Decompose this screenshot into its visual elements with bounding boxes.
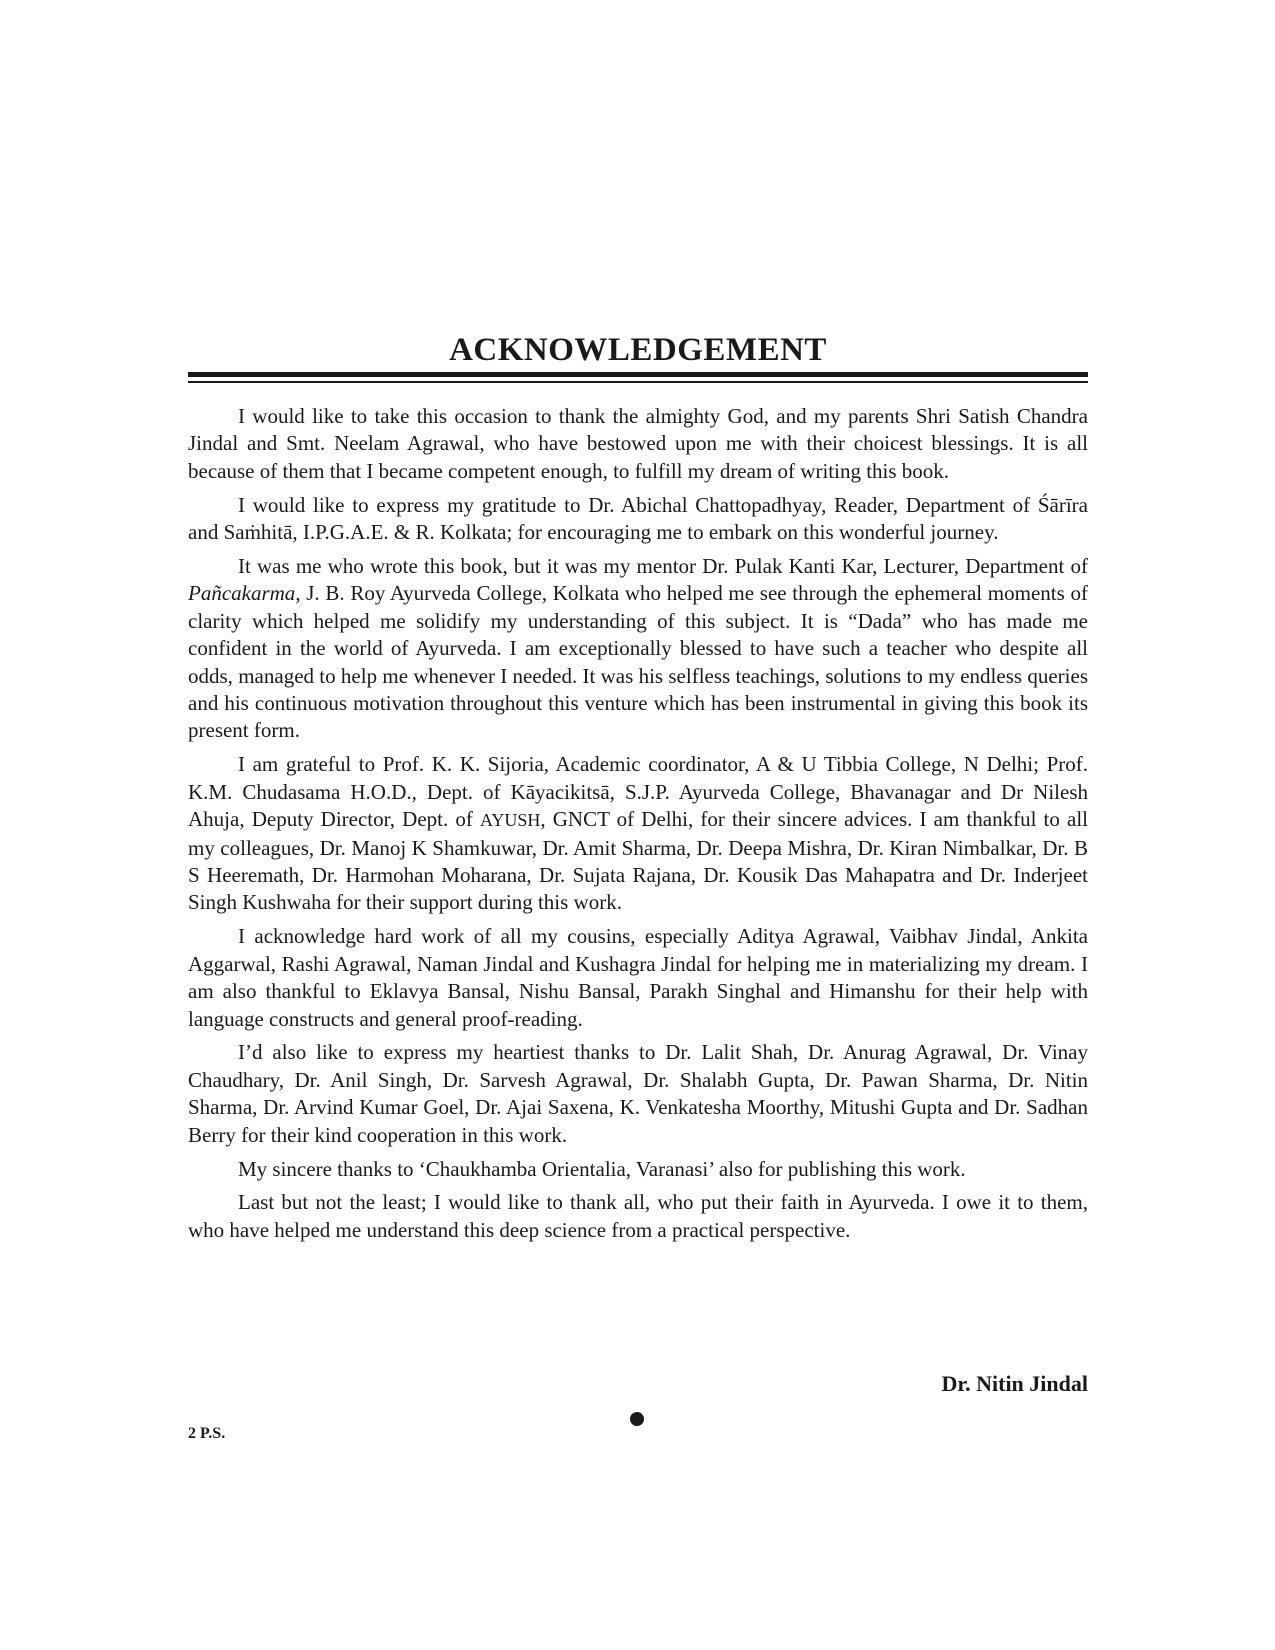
- paragraph-colleagues: [188, 751, 1088, 916]
- page-title: ACKNOWLEDGEMENT: [449, 332, 827, 368]
- paragraph-thanks: I’d also like to express my heartiest thanks to Dr. Lalit Shah, Dr. Anurag Agrawal, Dr. Vinay Chaudhary, Dr. Anil Singh, Dr. Sarvesh Agrawal, Dr. Shalabh Gupta, Dr. Pawan Sharma, Dr. Nitin Sharma, Dr. Arvind Kumar Goel, Dr. Ajai Saxena, K. Venkatesha Moorthy, Mitushi Gupta and Dr. Sadhan Berry for their kind cooperation in this work.: [188, 1040, 1088, 1147]
- footer-signature-code: 2 P.S.: [188, 1425, 226, 1442]
- paragraph-cousins: I acknowledge hard work of all my cousins, especially Aditya Agrawal, Vaibhav Jindal, Ankita Aggarwal, Rashi Agrawal, Naman Jindal and Kushagra Jindal for helping me in materializing my dream. I am also thankful to Eklavya Bansal, Nishu Bansal, Parakh Singhal and Himanshu for their help with language constructs and general proof-reading.: [188, 924, 1088, 1031]
- paragraph-colleagues-text-b: , GNCT of Delhi, for their sincere advices. I am thankful to all my colleagues, Dr. Manoj K Shamkuwar, Dr. Amit Sharma, Dr. Deepa Mishra, Dr. Kiran Nimbalkar, Dr. B S Heeremath, Dr. Harmohan Moharana, Dr. Sujata Rajana, Dr. Kousik Das Mahapatra and Dr. Inderjeet Singh Kushwaha for their support during this work.: [188, 807, 1088, 915]
- paragraph-mentor-text-a: It was me who wrote this book, but it was my mentor Dr. Pulak Kanti Kar, Lecturer, Department of: [238, 554, 1088, 579]
- title-rule-thin: [188, 381, 1088, 383]
- paragraph-publisher: My sincere thanks to ‘Chaukhamba Orientalia, Varanasi’ also for publishing this work.: [238, 1156, 966, 1181]
- paragraph-closing: Last but not the least; I would like to thank all, who put their faith in Ayurveda. I owe it to them, who have helped me understand this deep science from a practical perspective.: [188, 1190, 1088, 1242]
- paragraph-colleagues-text-a: I am grateful to Prof. K. K. Sijoria, Academic coordinator, A & U Tibbia College, N Delhi; Prof. K.M. Chudasama H.O.D., Dept. of Kāyacikitsā, S.J.P. Ayurveda College, Bhavanagar and Dr Nilesh Ahuja, Deputy Director, Dept. of: [188, 752, 1088, 832]
- author-signature: Dr. Nitin Jindal: [941, 1371, 1088, 1396]
- paragraph-mentor-text-b: , J. B. Roy Ayurveda College, Kolkata who helped me see through the ephemeral moments of clarity which helped me solidify my understanding of this subject. It is “Dada” who has made me confident in the world of Ayurveda. I am exceptionally blessed to have such a teacher who despite all odds, managed to help me whenever I needed. It was his selfless teachings, solutions to my endless queries and his continuous motivation throughout this venture which has been instrumental in giving this book its present form.: [188, 581, 1088, 743]
- bullet-ornament: [630, 1412, 644, 1426]
- title-rule-thick: [188, 372, 1088, 377]
- paragraph-colleagues-small-caps: AYUSH: [480, 810, 541, 831]
- acknowledgement-body: [188, 403, 1088, 1251]
- paragraph-parents: I would like to take this occasion to thank the almighty God, and my parents Shri Satish Chandra Jindal and Smt. Neelam Agrawal, who have bestowed upon me with their choicest blessings. It is all because of them that I became competent enough, to fulfill my dream of writing this book.: [188, 404, 1088, 483]
- paragraph-mentor-italic-term: Pañcakarma: [188, 581, 296, 606]
- paragraph-mentor: [188, 553, 1088, 745]
- paragraph-gratitude: I would like to express my gratitude to Dr. Abichal Chattopadhyay, Reader, Department of Śārīra and Saṁhitā, I.P.G.A.E. & R. Kolkata; for encouraging me to embark on this wonderful journey.: [188, 492, 1088, 545]
